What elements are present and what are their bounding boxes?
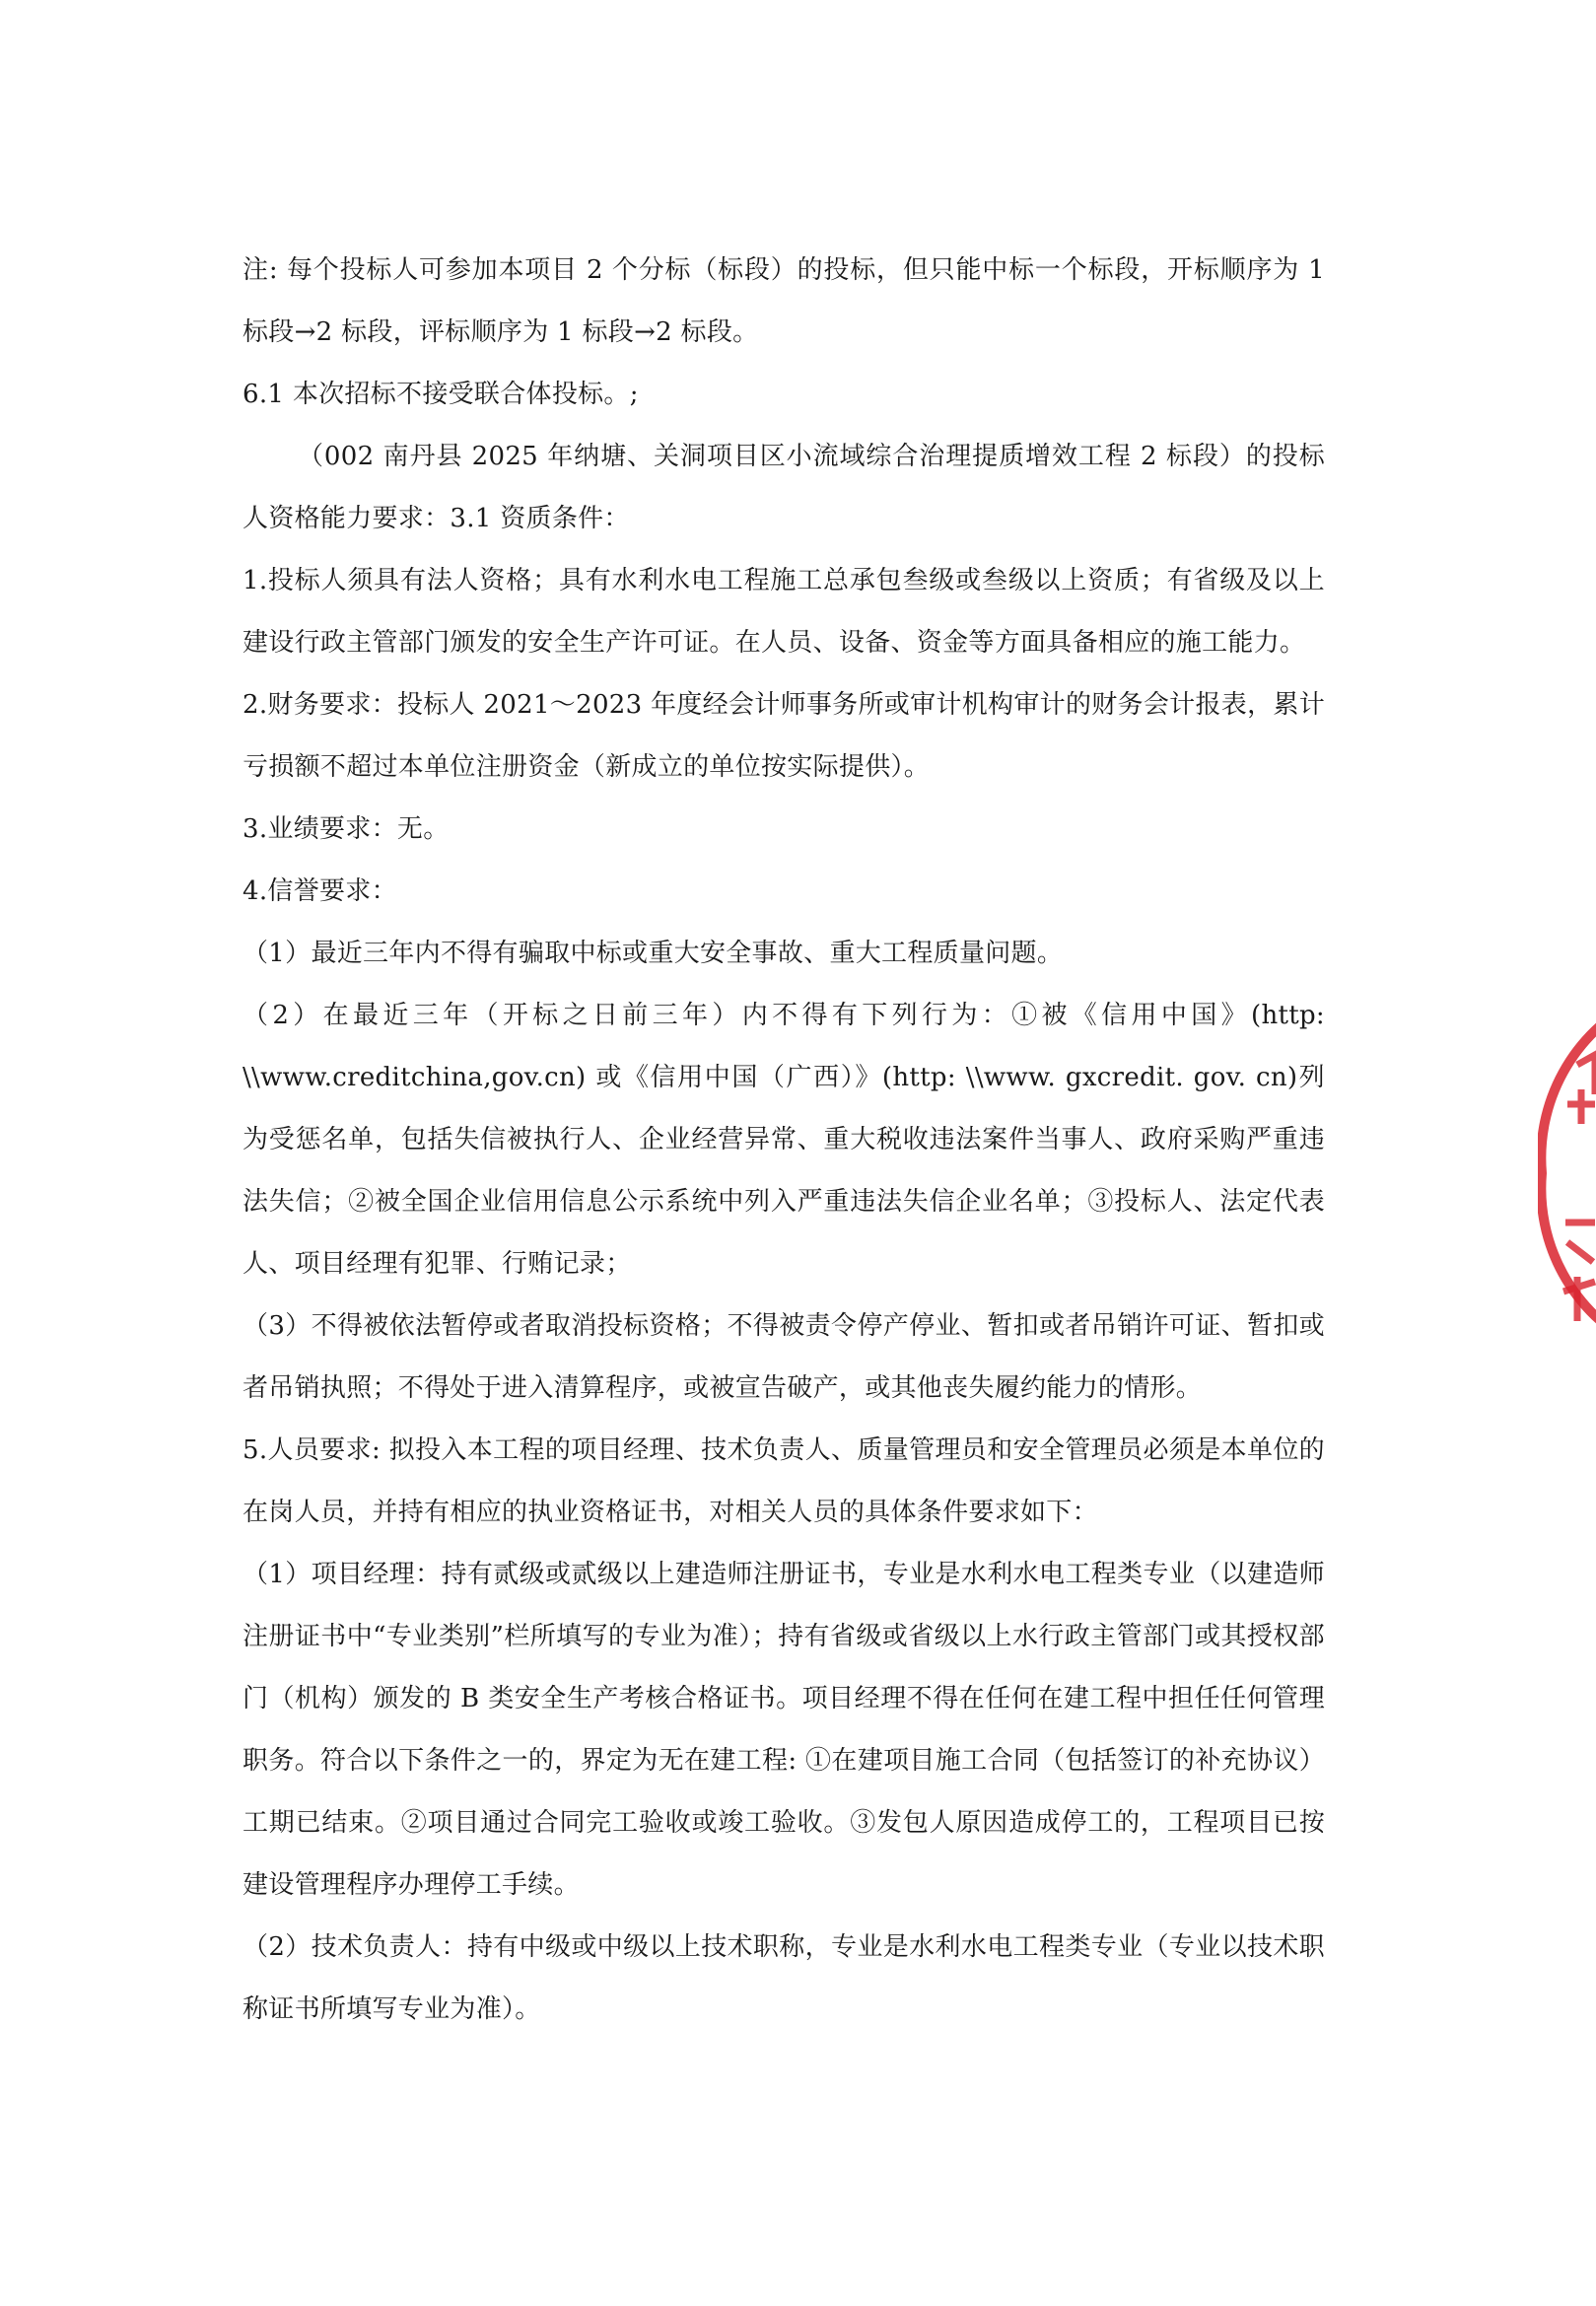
requirement-4-3-paragraph: （3）不得被依法暂停或者取消投标资格；不得被责令停产停业、暂扣或者吊销许可证、暂扣或者吊销执照；不得处于进入清算程序，或被宣告破产，或其他丧失履约能力的情形。 — [243, 1311, 1325, 1403]
seal-glyph-marks — [1563, 1055, 1595, 1321]
note-paragraph: 注: 每个投标人可参加本项目 2 个分标（标段）的投标，但只能中标一个标段，开标顺序为 1 标段→2 标段，评标顺序为 1 标段→2 标段。 — [243, 255, 1325, 347]
requirement-4-1-paragraph: （1）最近三年内不得有骗取中标或重大安全事故、重大工程质量问题。 — [243, 939, 1064, 968]
requirement-5-paragraph: 5.人员要求: 拟投入本工程的项目经理、技术负责人、质量管理员和安全管理员必须是本单位的在岗人员，并持有相应的执业资格证书，对相关人员的具体条件要求如下： — [243, 1435, 1325, 1527]
requirement-1-paragraph: 1.投标人须具有法人资格；具有水利水电工程施工总承包叁级或叁级以上资质；有省级及以上建设行政主管部门颁发的安全生产许可证。在人员、设备、资金等方面具备相应的施工能力。 — [243, 566, 1325, 658]
requirement-4-heading: 4.信誉要求： — [243, 876, 397, 906]
item-6-1-paragraph: 6.1 本次招标不接受联合体投标。; — [243, 380, 639, 409]
red-seal-stamp — [1538, 996, 1596, 1351]
requirement-5-1-paragraph: （1）项目经理：持有贰级或贰级以上建造师注册证书，专业是水利水电工程类专业（以建造师注册证书中“专业类别”栏所填写的专业为准）；持有省级或省级以上水行政主管部门或其授权部门（机构）颁发的 B 类安全生产考核合格证书。项目经理不得在任何在建工程中担任任何管理职务。符合以下条件之一的，界定为无在建工程: ①在建项目施工合同（包括签订的补充协议）工期已结束。②项目通过合同完工验收或竣工验收。③发包人原因造成停工的，工程项目已按建设管理程序办理停工手续。 — [243, 1560, 1325, 1900]
requirement-3-paragraph: 3.业绩要求：无。 — [243, 814, 450, 844]
requirement-4-2-part-a: （2）在最近三年（开标之日前三年）内不得有下列行为：①被《信用中国》(http: \\www.creditchina,gov.cn) 或《信用中国（广西）》(http: \\www. gxcredit. gov. cn) — [243, 1001, 1325, 1092]
section-intro-paragraph: （002 南丹县 2025 年纳塘、关洞项目区小流域综合治理提质增效工程 2 标段）的投标人资格能力要求：3.1 资质条件： — [243, 442, 1325, 533]
requirement-4-2-paragraph — [243, 985, 1325, 1295]
requirement-2-paragraph: 2.财务要求：投标人 2021～2023 年度经会计师事务所或审计机构审计的财务会计报表，累计亏损额不超过本单位注册资金（新成立的单位按实际提供）。 — [243, 690, 1325, 782]
seal-ring — [1541, 1001, 1596, 1346]
document-body — [243, 240, 1325, 2041]
requirement-5-2-paragraph: （2）技术负责人：持有中级或中级以上技术职称，专业是水利水电工程类专业（专业以技术职称证书所填写专业为准）。 — [243, 1932, 1325, 2024]
requirement-4-2-part-b: 列为受惩名单，包括失信被执行人、企业经营异常、重大税收违法案件当事人、政府采购严重违法失信；②被全国企业信用信息公示系统中列入严重违法失信企业名单；③投标人、法定代表人、项目经理有犯罪、行贿记录； — [243, 1063, 1325, 1279]
